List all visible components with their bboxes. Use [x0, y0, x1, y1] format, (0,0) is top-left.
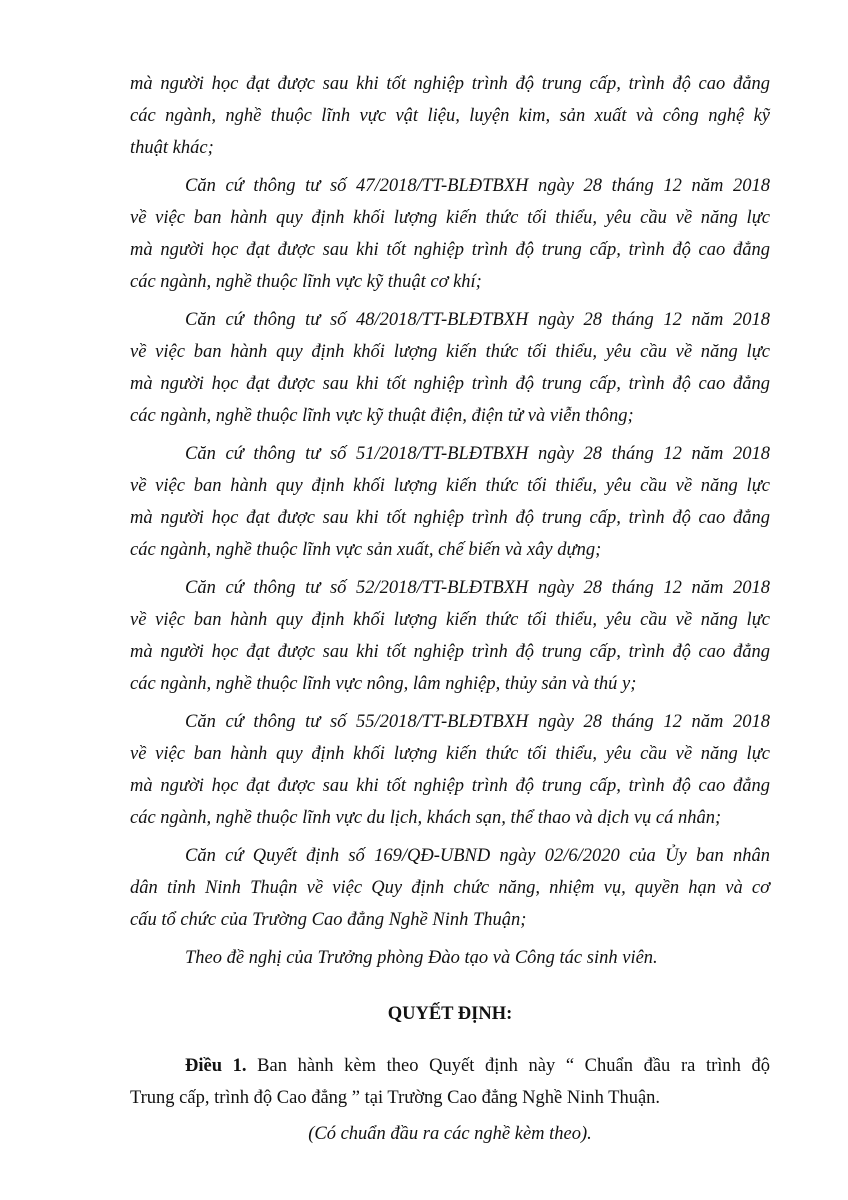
legal-basis-paragraph — [130, 706, 770, 834]
article-1-line: Trung cấp, trình độ Cao đẳng ” tại Trường Cao đẳng Nghề Ninh Thuận. — [130, 1088, 661, 1108]
article-1 — [130, 1050, 770, 1114]
text-line: thuật khác; — [130, 138, 214, 158]
text-line: Căn cứ thông tư số 55/2018/TT-BLĐTBXH ngày 28 tháng 12 năm 2018 — [185, 712, 770, 732]
text-line: về việc ban hành quy định khối lượng kiến thức tối thiểu, yêu cầu về năng lực — [130, 744, 770, 764]
legal-basis-paragraph — [130, 840, 770, 936]
article-1-text: Ban hành kèm theo Quyết định này “ Chuẩn đầu ra trình độ — [246, 1056, 771, 1076]
text-line: mà người học đạt được sau khi tốt nghiệp trình độ trung cấp, trình độ cao đẳng — [130, 776, 770, 796]
text-line: các ngành, nghề thuộc lĩnh vực du lịch, khách sạn, thể thao và dịch vụ cá nhân; — [130, 808, 722, 828]
text-line: Căn cứ thông tư số 48/2018/TT-BLĐTBXH ngày 28 tháng 12 năm 2018 — [185, 310, 770, 330]
text-line: về việc ban hành quy định khối lượng kiến thức tối thiểu, yêu cầu về năng lực — [130, 342, 770, 362]
text-line: các ngành, nghề thuộc lĩnh vực kỹ thuật cơ khí; — [130, 272, 482, 292]
text-line: các ngành, nghề thuộc lĩnh vực vật liệu, luyện kim, sản xuất và công nghệ kỹ — [130, 106, 770, 126]
text-line: mà người học đạt được sau khi tốt nghiệp trình độ trung cấp, trình độ cao đẳng — [130, 508, 770, 528]
text-line: về việc ban hành quy định khối lượng kiến thức tối thiểu, yêu cầu về năng lực — [130, 610, 770, 630]
text-line: Căn cứ Quyết định số 169/QĐ-UBND ngày 02/6/2020 của Ủy ban nhân — [185, 846, 770, 866]
decision-heading: QUYẾT ĐỊNH: — [387, 1004, 513, 1024]
text-line: mà người học đạt được sau khi tốt nghiệp trình độ trung cấp, trình độ cao đẳng — [130, 374, 770, 394]
document-page — [130, 68, 770, 1150]
article-1-label: Điều 1. — [185, 1056, 247, 1076]
text-line: mà người học đạt được sau khi tốt nghiệp trình độ trung cấp, trình độ cao đẳng — [130, 642, 770, 662]
text-line: các ngành, nghề thuộc lĩnh vực sản xuất, chế biến và xây dựng; — [130, 540, 602, 560]
proposal-paragraph — [130, 942, 770, 974]
legal-basis-paragraph — [130, 438, 770, 566]
text-line: Căn cứ thông tư số 47/2018/TT-BLĐTBXH ngày 28 tháng 12 năm 2018 — [185, 176, 770, 196]
text-line: dân tỉnh Ninh Thuận về việc Quy định chức năng, nhiệm vụ, quyền hạn và cơ — [130, 878, 770, 898]
text-line: về việc ban hành quy định khối lượng kiến thức tối thiểu, yêu cầu về năng lực — [130, 476, 770, 496]
text-line: Căn cứ thông tư số 52/2018/TT-BLĐTBXH ngày 28 tháng 12 năm 2018 — [185, 578, 770, 598]
attachment-note: (Có chuẩn đầu ra các nghề kèm theo). — [308, 1124, 592, 1144]
text-line: các ngành, nghề thuộc lĩnh vực nông, lâm nghiệp, thủy sản và thú y; — [130, 674, 637, 694]
text-line: cấu tổ chức của Trường Cao đẳng Nghề Ninh Thuận; — [130, 910, 527, 930]
text-line: về việc ban hành quy định khối lượng kiến thức tối thiểu, yêu cầu về năng lực — [130, 208, 770, 228]
text-line: mà người học đạt được sau khi tốt nghiệp trình độ trung cấp, trình độ cao đẳng — [130, 74, 770, 94]
article-1-line — [130, 1050, 770, 1082]
legal-basis-paragraph — [130, 170, 770, 298]
continuation-paragraph — [130, 68, 770, 164]
text-line: Căn cứ thông tư số 51/2018/TT-BLĐTBXH ngày 28 tháng 12 năm 2018 — [185, 444, 770, 464]
text-line: mà người học đạt được sau khi tốt nghiệp trình độ trung cấp, trình độ cao đẳng — [130, 240, 770, 260]
legal-basis-paragraph — [130, 572, 770, 700]
legal-basis-paragraph — [130, 304, 770, 432]
text-line: các ngành, nghề thuộc lĩnh vực kỹ thuật điện, điện tử và viễn thông; — [130, 406, 634, 426]
text-line: Theo đề nghị của Trưởng phòng Đào tạo và Công tác sinh viên. — [185, 948, 658, 968]
